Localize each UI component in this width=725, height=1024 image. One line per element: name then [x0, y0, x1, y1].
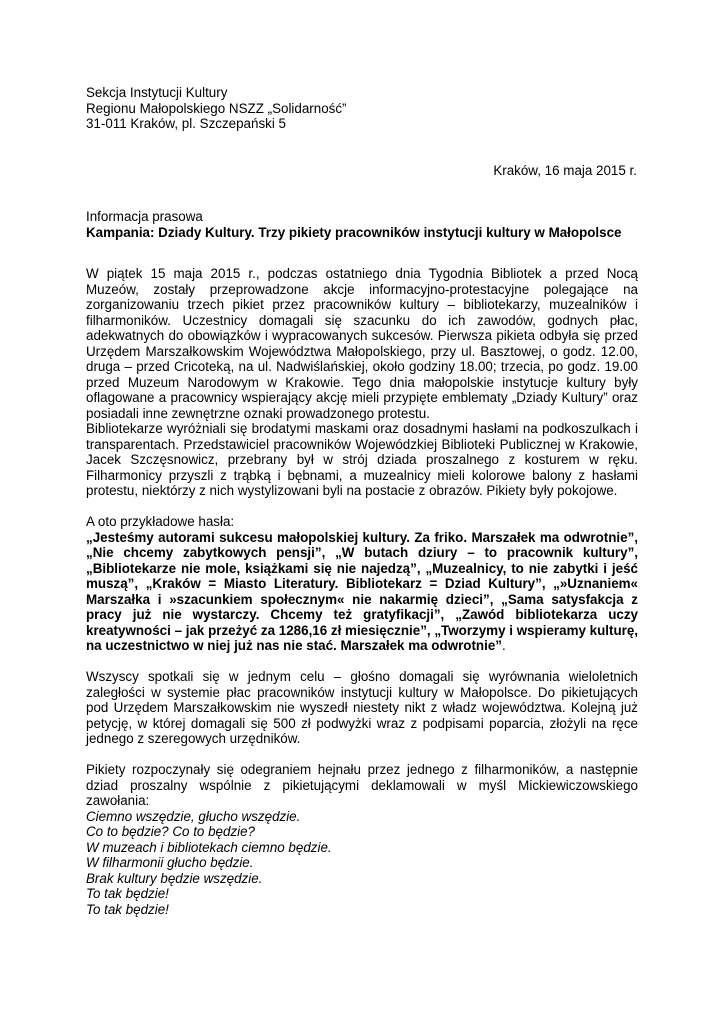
poem-line: Ciemno wszędzie, głucho wszędzie.	[86, 808, 301, 824]
slogans-paragraph	[86, 530, 638, 654]
sender-line-3: 31-011 Kraków, pl. Szczepański 5	[86, 116, 286, 131]
poem-line: W muzeach i bibliotekach ciemno będzie.	[86, 839, 332, 855]
sender-line-2: Regionu Małopolskiego NSZZ „Solidarność”	[86, 100, 347, 116]
poem-line: Brak kultury będzie wszędzie.	[86, 870, 263, 886]
slogans-text: „Jesteśmy autorami sukcesu małopolskiej kultury. Za friko. Marszałek ma odwrotnie”, „Nie chcemy zabytkowych pensji”, „W butach dziury – to pracownik kultury”, „Bibliotekarze nie mole, książkami się nie najedzą”, „Muzealnicy, to nie zabytki i jeść muszą”, „Kraków = Miasto Literatury. Bibliotekarz = Dziad Kultury”, „»Uznaniem« Marszałka i »szacunkiem społecznym« nie nakarmię dzieci”, „Sama satysfakcja z pracy już nie wystarczy. Chcemy też gratyfikacji”, „Zawód bibliotekarza uczy kreatywności – jak przeżyć za 1286,16 zł miesięcznie”, „Tworzymy i wspieramy kulturę, na uczestnictwo w niej już nas nie stać. Marszałek ma odwrotnie”	[86, 529, 639, 653]
slogans-intro: A oto przykładowe hasła:	[86, 514, 235, 529]
press-heading	[86, 209, 622, 240]
press-title: Kampania: Dziady Kultury. Trzy pikiety pracowników instytucji kultury w Małopolsce	[86, 224, 622, 240]
slogans-period: .	[501, 638, 506, 653]
document-date: Kraków, 16 maja 2015 r.	[493, 163, 637, 178]
paragraph-2: Bibliotekarze wyróżniali się brodatymi maskami oraz dosadnymi hasłami na podkoszulkach i transparentach. Przedstawiciel pracowników Wojewódzkiej Biblioteki Publicznej w Krakowie, Jacek Szczęsnowicz, przebrany był w strój dziada proszalnego z kosturem w ręku. Filharmonicy przyszli z trąbką i bębnami, a muzealnicy mieli kolorowe balony z hasłami protestu, niektórzy z nich wystylizowani byli na postacie z obrazów. Pikiety były pokojowe.	[86, 421, 638, 498]
sender-line-1: Sekcja Instytucji Kultury	[86, 85, 228, 100]
poem-line: Co to będzie? Co to będzie?	[86, 824, 255, 839]
document-body	[86, 266, 638, 917]
paragraph-3: Wszyscy spotkali się w jednym celu – głośno domagali się wyrównania wieloletnich zaległości w systemie płac pracowników instytucji kultury w Małopolsce. Do pikietujących pod Urzędem Marszałkowskim nie wyszedł niestety nikt z władz województwa. Kolejną już petycję, w której domagali się 500 zł podwyżki wraz z podpisami poparcia, złożyli na ręce jednego z szeregowych urzędników.	[86, 669, 638, 746]
press-label: Informacja prasowa	[86, 209, 203, 224]
paragraph-1: W piątek 15 maja 2015 r., podczas ostatniego dnia Tygodnia Bibliotek a przed Nocą Muzeów, zostały przeprowadzone akcje informacyjno-protestacyjne polegające na zorganizowaniu trzech pikiet przez pracowników kultury – bibliotekarzy, muzealników i filharmoników. Uczestnicy domagali się szacunku do ich zawodów, godnych płac, adekwatnych do obowiązków i wypracowanych sukcesów. Pierwsza pikieta odbyła się przed Urzędem Marszałkowskim Województwa Małopolskiego, przy ul. Basztowej, o godz. 12.00, druga – przed Cricoteką, na ul. Nadwiślańskiej, około godziny 18.00; trzecia, po godz. 19.00 przed Muzeum Narodowym w Krakowie. Tego dnia małopolskie instytucje kultury były oflagowane a pracownicy wspierający akcję mieli przypięte emblematy „Dziady Kultury” oraz posiadali inne zewnętrzne oznaki prowadzonego protestu.	[86, 266, 638, 421]
poem	[86, 809, 638, 918]
sender-address	[86, 85, 347, 132]
poem-line: To tak będzie!	[86, 901, 169, 917]
poem-line: To tak będzie!	[86, 886, 169, 901]
paragraph-4: Pikiety rozpoczynały się odegraniem hejnału przez jednego z filharmoników, a następnie dziad proszalny wspólnie z pikietującymi deklamowali w myśl Mickiewiczowskiego zawołania:	[86, 762, 638, 808]
poem-line: W filharmonii głucho będzie.	[86, 855, 254, 870]
